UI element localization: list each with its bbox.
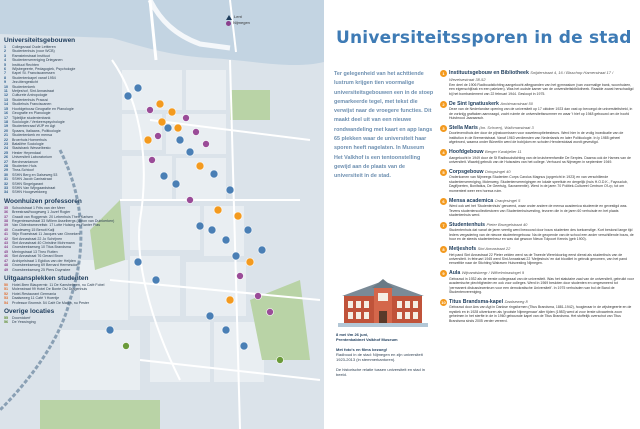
legend-item-label: Van Oldenbarneveltstr. 17 Lotte Hulsing en Ranter Plas bbox=[12, 223, 101, 228]
legend-item-label: Stijn Rozestraat 11 Jacques van Ginneken bbox=[12, 232, 80, 237]
legend-item-number: 39 bbox=[4, 223, 8, 228]
legend-item-number: 41 bbox=[4, 232, 8, 237]
legend-item-number: 3 bbox=[4, 53, 6, 58]
legend-item-label: Hester Heyendaal bbox=[12, 150, 41, 155]
legend-item-label: Sint Annastraat 22 Jo Schrijnen bbox=[12, 236, 63, 241]
legend-item-label: Coudewerg 15 Benoit Kaiji bbox=[12, 227, 55, 232]
legend-item-label: Groesbeekseweg 25 Piers Duynstee bbox=[12, 267, 71, 272]
book-text: De historische relatie tussen universiteit en stad in beeld. bbox=[336, 367, 425, 377]
legend-item-number: 43 bbox=[4, 241, 8, 246]
legend-item-number: 6 bbox=[4, 67, 6, 72]
tile-entry-address: Ambtmanstraat 50 bbox=[500, 100, 534, 106]
legend-item-number: 25 bbox=[4, 150, 8, 155]
opening-text: Prentenkabinet Valkhof Museum bbox=[336, 337, 398, 342]
tile-number-badge: 2 bbox=[440, 101, 447, 108]
tile-entry-address: Dringsingel 40 bbox=[485, 168, 511, 174]
tile-number-badge: 5 bbox=[440, 169, 447, 176]
page-title: Universiteitssporen in de stad bbox=[336, 28, 632, 48]
legend-item-number: 55 bbox=[4, 315, 8, 320]
tile-entry bbox=[440, 101, 636, 121]
legend-item-label: Tijdelijke studentenbank bbox=[12, 115, 51, 120]
legend-item-label: Spaans, Italiaans, Politicologie bbox=[12, 128, 61, 133]
legend-item-label: Schoolstraat 1 Frits van der Meer bbox=[12, 205, 66, 210]
legend-item-label: Geografie en Planologie bbox=[12, 111, 51, 116]
legend-item bbox=[4, 301, 116, 305]
building-illustration bbox=[338, 277, 428, 327]
legend-item-label: Studentenkerk bbox=[12, 84, 36, 89]
legend-item-number: 12 bbox=[4, 93, 8, 98]
legend-item-number: 38 bbox=[4, 219, 8, 224]
legend-item-label: Kapel St. Franciscanessen bbox=[12, 71, 55, 76]
legend-list bbox=[4, 206, 116, 272]
opening-heading: 8 mei t/m 26 juni, bbox=[336, 332, 369, 337]
legend-item-number: 36 bbox=[4, 210, 8, 215]
tile-number-badge: 6 bbox=[440, 198, 447, 205]
tile-entry-title: Stella Maris bbox=[449, 124, 478, 131]
legend-item-label: Groesbeekseweg 69 Bernard Hermesdorf bbox=[12, 263, 79, 268]
legend-item-number: 17 bbox=[4, 115, 8, 120]
legend-item bbox=[4, 320, 116, 324]
tile-locations-list bbox=[440, 70, 636, 328]
legend-item-number: 29 bbox=[4, 168, 8, 173]
legend-item-label: Hoofdgebouw Geografie en Planologie bbox=[12, 106, 74, 111]
tile-entry-description: Gebouwd door Ans van Agt in Dankse ringsformen (Titus Brandsma, 1881-1942), hoogleraar in de wijsbegeerte en de mystiek en in 1928 uitverkoren als 'grootste Nijmegenaar' aller tijden (1983) werd al voor Ierste uitvaartmis zoon geheimen in het sterfte in de in 1960 gebouwde kapel van de Titus Brandsma. Het stoffelijk overschot van Titus Brandsma sinds 2005 verder vereerd. bbox=[449, 305, 632, 323]
legend-item-label: Berchmanianum bbox=[12, 159, 39, 164]
legend-item-label: Studiehuis Franciscanen bbox=[12, 102, 52, 107]
tile-entry-description: Deze van de Nederlandse opening van de universiteit op 17 oktober 1923 dan vast op bevoegd de universiteitsheid, in de vorknijg graftaken aanvraagd, zocht ruimte de universiteitsnummer en waar 't hief op 1948 gebouwd om de hoofd Huisbrood Jaaraarsch. bbox=[449, 107, 633, 121]
legend-item-label: Broerhuis Hoenerhuis bbox=[12, 137, 47, 142]
location-dot-icon bbox=[226, 21, 231, 26]
legend-item-label: Instituut Rechten bbox=[12, 62, 39, 67]
tile-entry-address: Pieter Bruegelstraat 40 bbox=[486, 221, 528, 227]
legend-item bbox=[4, 190, 116, 194]
tile-entry bbox=[440, 222, 636, 242]
tile-entry-description: Studentenhuis dat vanaf de jaren veertig werd bewoond door bouw studenten des toekomstige. Kort bestond lange tijd Ieders vergadering van de nieuwe studentengebouw. Na de geopende van de school een ander verschillende bouw, de hoor en de steeds studentenheuz en was dat gewoon Nieuw Tolpoort Kennis (geb 1900). bbox=[449, 228, 634, 242]
tile-entry bbox=[440, 299, 636, 323]
legend-item-label: Archipelstraat 1 Egidius van der Heijden bbox=[12, 258, 76, 263]
legend-item-label: SSHN Singelgarant bbox=[12, 181, 44, 186]
legend-item-number: 52 bbox=[4, 291, 8, 296]
legend-item-number: 48 bbox=[4, 263, 8, 268]
legend-item-number: 34 bbox=[4, 190, 8, 195]
legend-item-label: Graadt van Roggenstr. 20 Lebenhuis Theo Karlsen bbox=[12, 214, 94, 219]
legend-item-label: Studentenraad WJP en Agt bbox=[12, 124, 56, 129]
legend-item-number: 56 bbox=[4, 320, 8, 325]
legend-list bbox=[4, 316, 116, 325]
legend-item-label: De Yeswinging bbox=[12, 320, 36, 325]
tips-heading: Met foto's en films bezoeg! bbox=[336, 347, 388, 352]
legend-item-number: 24 bbox=[4, 146, 8, 151]
tile-entry-description: Werd ook wel het 'Studentenhuis' genoemd, waar onder andere de mensa academica studeerde en gevestigd was. Tevens studentencollectiestoren van Studentenhuisvesting, tevoren die in de jaren 60 verhuisde en het plaats studentenhuis werd. bbox=[449, 204, 628, 217]
legend-item-number: 40 bbox=[4, 227, 8, 232]
legend-item-number: 20 bbox=[4, 128, 8, 133]
tile-entry-address: Oranjesingel 5 bbox=[494, 197, 521, 203]
legend-item-number: 11 bbox=[4, 89, 8, 94]
legend-item-number: 27 bbox=[4, 159, 8, 164]
tile-entry-title: Hoofdgebouw bbox=[449, 149, 484, 156]
legend-item-label: SSHN Hoogeveldweg bbox=[12, 190, 47, 195]
intro-text: Ter gelegenheid van het achttiende lustrum krijgen tien voormalige universiteitsgebouwen een in de stoep gemarkeerde tegel, met tekst die verwijst naar de vroegere functies. Dit maakt deel uit van een nieuwe rondwandeling met kaart en app langs 65 plekken waar de universiteit haar sporen heeft nagelaten. In Museum Het Valkhof is een tentoonstelling gewijd aan de plaats van de universiteit in de stad. bbox=[334, 71, 434, 180]
legend-heading: Woonhuizen professoren bbox=[4, 197, 82, 205]
tile-entry-address: Berger Kwakjelier 11 bbox=[485, 149, 522, 155]
legend-item-label: Professor Bromstr. 54 Café De Match, nu Pester bbox=[12, 300, 90, 305]
tile-entry-title: De Sint Ignatiuskerk bbox=[449, 100, 499, 107]
legend-item-label: Studentenvereniging Drieganen bbox=[12, 58, 63, 63]
legend-item-label: Jezuïtengesticht bbox=[12, 80, 38, 85]
tile-entry-description: Een deel de 1906 Radboudstichting aangekocht aflegpanden van het gymnasium (van voormalige bank, woonhuizen, een eigenschijfzak en een paleizen). Was het oudste kamer van de universiteitsbibliotheek. Raadde zowat herschadigd bij het bombardement van 22 februari 1944. Gesloopt in 1975. bbox=[449, 83, 634, 96]
legend-item-label: Groesbeekseweg 10 Titus Brandsma bbox=[12, 245, 71, 250]
legend-item-label: Sint Annastraat 76 Gerard Brom bbox=[12, 254, 64, 259]
legend-item-label: Hotel-Bren Blaupermir. 11 De Kanshebeen, nu Café Fobel bbox=[12, 282, 105, 287]
legend-item-label: Wijsbegeerte, Pedagogiek, Psychologie bbox=[12, 67, 76, 72]
tile-entry-description: Gebouwd in 1932 als de eerste collegezaal van de universiteit. Was het statutaire zaal van de universiteit, gebruikt voor academische plechtigheden en ook voor colleges. Werd in 1969 besloten door studenten en omgesmeerd tot 'permanent diskussiecentrum voor een demokratische Universiteit'. In 1975 verhuisden van bol de Band de Studentenvereniging. bbox=[449, 276, 634, 294]
legend-item-number: 54 bbox=[4, 300, 8, 305]
map-legend bbox=[4, 34, 116, 325]
tile-entry bbox=[440, 169, 636, 193]
legend-item-label: SSHN Berg en Dalseweg 53 bbox=[12, 172, 58, 177]
tile-number-badge: 9 bbox=[440, 270, 447, 277]
legend-item-label: Breestraat/hoogeweg 1 Jozef Rogier bbox=[12, 210, 71, 215]
legend-item-number: 50 bbox=[4, 282, 8, 287]
legend-item-label: Universiteit Laboratorium bbox=[12, 155, 52, 160]
tile-entry-address: Wijnandsbergr / Wilhelminasingel 9 bbox=[461, 270, 525, 276]
tile-entry-description: Onderkomen van Nijmeegs Studenten Corps Carolus Magnus (opgericht in 1923) en van verschillende studentenvereniging, Molenweg. Studentenverenigingen en lokale speeltuin en dergelijk (huis H.O.D.K., Fayouclub, Dagfijnerten, Bonifatius, De Geertuig, Sacramentie). Werd in de jaren 70 Politiek-Cultureel Centrum O'Lrp, tot om momenteel weer een horeca ruim. bbox=[449, 175, 628, 193]
legend-item-number: 23 bbox=[4, 141, 8, 146]
tile-entry-address: Snijderstraat 4, 16 / Bisschop Hamerstraat 17 / Wezelsestraat 38-52 bbox=[449, 70, 614, 82]
legend-item-label: Studentenhuis Pracusi bbox=[12, 97, 48, 102]
legend-item-number: 19 bbox=[4, 124, 8, 129]
legend-item-label: Hotel-Restaurant Germania bbox=[12, 291, 56, 296]
legend-item-number: 44 bbox=[4, 245, 8, 250]
legend-item-label: Culturele Antropologie bbox=[12, 93, 48, 98]
tile-entry-title: Corpsgebouw bbox=[449, 168, 484, 175]
legend-item-number: 18 bbox=[4, 119, 8, 124]
legend-item-number: 8 bbox=[4, 75, 6, 80]
tile-number-badge: 10 bbox=[441, 299, 446, 305]
tile-entry-title: Mensa academica bbox=[449, 197, 494, 204]
tile-entry bbox=[440, 270, 636, 294]
legend-item-number: 37 bbox=[4, 214, 8, 219]
legend-item-number: 9 bbox=[4, 80, 6, 85]
legend-heading: Universiteitsgebouwen bbox=[4, 37, 76, 44]
legend-item-number: 33 bbox=[4, 186, 8, 190]
north-arrow-icon bbox=[226, 15, 232, 20]
legend-item-label: Bataliëre Sociologie bbox=[12, 141, 44, 146]
legend-item-label: Ramsteinstraat Instituut bbox=[12, 53, 50, 58]
legend-item-number: 7 bbox=[4, 71, 6, 76]
map-compass: Lent Nijmegen bbox=[226, 14, 250, 26]
tile-entry-title: Titus Brandsma-kapel bbox=[449, 298, 504, 305]
tile-entry bbox=[440, 125, 636, 145]
legend-heading: Overige locaties bbox=[4, 307, 55, 315]
exhibition-info bbox=[336, 332, 432, 382]
legend-item-label: Studentenkerk en mensa bbox=[12, 133, 52, 138]
legend-item-label: Studentenkapel vanaf 1954 bbox=[12, 75, 56, 80]
tile-entry-title: Metjeshofs bbox=[449, 246, 477, 253]
legend-item-number: 4 bbox=[4, 58, 6, 63]
tile-entry-heading bbox=[449, 70, 636, 83]
tile-number-badge: 8 bbox=[440, 246, 447, 253]
legend-item-number: 10 bbox=[4, 84, 8, 89]
legend-item-number: 49 bbox=[4, 267, 8, 272]
legend-item-number: 35 bbox=[4, 205, 8, 210]
legend-item-label: Metjeshof, Sint Annastraat bbox=[12, 89, 54, 94]
legend-item-number: 13 bbox=[4, 97, 8, 102]
legend-item-label: Studenten Huis bbox=[12, 163, 37, 168]
tile-entry-title: Instituutsgebouw en Bibliotheek bbox=[449, 70, 529, 76]
legend-item-label: SSHN Jacob Canisstraat bbox=[12, 177, 52, 182]
legend-item-label: Stadsbank Wesselbesto bbox=[12, 146, 51, 151]
legend-heading: Uitgaansplekken studenten bbox=[4, 274, 89, 282]
legend-list bbox=[4, 283, 116, 305]
legend-item-number: 26 bbox=[4, 155, 8, 160]
legend-item-label: Sociologie / Verkeerspsychologie bbox=[12, 119, 65, 124]
legend-item-number: 31 bbox=[4, 177, 8, 182]
tile-entry-address: Sint Annastraat 22 bbox=[477, 246, 511, 252]
tile-entry bbox=[440, 70, 636, 96]
legend-item-number: 47 bbox=[4, 258, 8, 263]
tile-entry-description: Doorlevendhuis der door de pijnstoornissen voor wavelenoptiebesteurs. Werd hier in de vrolig inoedicatie van de institution in de Bremenistraat. Vanaf 1963 verdiensten van Nederlands en later Politicologie. In ly 1985 geheel afgebroed, waarna onder Bünertlin werd de bobijdom en scholen Henderstotaal wordt gevestigd. bbox=[449, 131, 624, 145]
legend-item-label: Doornickerf bbox=[12, 315, 31, 320]
legend-item bbox=[4, 268, 116, 272]
legend-item-number: 16 bbox=[4, 111, 8, 116]
tile-number-badge: 1 bbox=[440, 70, 447, 77]
tile-number-badge: 3 bbox=[440, 125, 447, 132]
tips-text: Radboud in de stad: Nijmegen en zijn universiteit 1923-2013 (in stemmerkantoren). bbox=[336, 352, 423, 362]
tile-number-badge: 4 bbox=[440, 149, 447, 156]
legend-item-label: Meringstraat 13 Theo Rutten bbox=[12, 249, 58, 254]
legend-item-number: 21 bbox=[4, 133, 8, 138]
legend-item-number: 32 bbox=[4, 181, 8, 186]
legend-item-number: 22 bbox=[4, 137, 8, 142]
legend-item-number: 28 bbox=[4, 163, 8, 168]
tile-entry-title: Aula bbox=[449, 270, 461, 277]
tile-entry bbox=[440, 149, 636, 164]
tile-entry-address: Daalseweg 8 bbox=[504, 298, 528, 304]
intro-column bbox=[324, 0, 440, 429]
legend-item-number: 42 bbox=[4, 236, 8, 241]
legend-item-label: Thea-Schtoof bbox=[12, 168, 34, 173]
tile-entry bbox=[440, 198, 636, 218]
legend-item-label: SSHN Van Wijngaardstraat bbox=[12, 186, 56, 190]
legend-item-label: Daalseweg 11 Café 't Hoentje bbox=[12, 296, 60, 301]
legend-item-number: 1 bbox=[4, 45, 6, 49]
legend-item-number: 51 bbox=[4, 287, 8, 292]
legend-item-label: Studentenhuis (voor WCB) bbox=[12, 49, 55, 54]
tile-entry-address: (bn. Schoen), Walhmarstraat 3 bbox=[479, 124, 534, 130]
legend-item-number: 5 bbox=[4, 62, 6, 67]
legend-item-label: Regentessestraat 33 Willem Asselbergs (Anton van Duinkerken) bbox=[12, 219, 115, 224]
legend-item-number: 53 bbox=[4, 296, 8, 301]
legend-item-number: 2 bbox=[4, 49, 6, 54]
legend-item-number: 46 bbox=[4, 254, 8, 259]
legend-item-number: 30 bbox=[4, 172, 8, 177]
legend-item-number: 14 bbox=[4, 102, 8, 107]
legend-item-label: Sint Annastraat 40 Christine Mohrmann bbox=[12, 241, 75, 246]
legend-item-label: Molenstraat 99 Hotel De Bonte Os/ Dragenhuis bbox=[12, 287, 88, 292]
tile-number-badge: 7 bbox=[440, 222, 447, 229]
tile-entry-description: Het pand Sint Annastraat 22 Pieter zelden werd na de Tweede Wereldoorlog eerst dienst als studenthuis van de universiteit. In februari 1945 werd Sint Annastraat 22 'Metjeshuis' en dat blootliet in gebruik genomen, van het pand eenzelfde naar de Stichting Walraven Huisvesting Nijmegen. bbox=[449, 252, 628, 266]
legend-item-label: Collegezaal Oude Lettteren bbox=[12, 45, 56, 49]
legend-item-number: 45 bbox=[4, 249, 8, 254]
tile-entry bbox=[440, 246, 636, 266]
legend-item-number: 15 bbox=[4, 106, 8, 111]
tile-entry-description: Aangekocht in 1949 door de St Radboudstichting van de kruisherenfamilie De Serpies. Daarna ook de Harnes van de universiteit. Waarbij gebruik van de Huisrades van het college. Verhuurd na Nijmegen in september 1949. bbox=[449, 155, 631, 165]
legend-list bbox=[4, 45, 116, 195]
tile-entry-title: Studentenhuis bbox=[449, 221, 486, 228]
